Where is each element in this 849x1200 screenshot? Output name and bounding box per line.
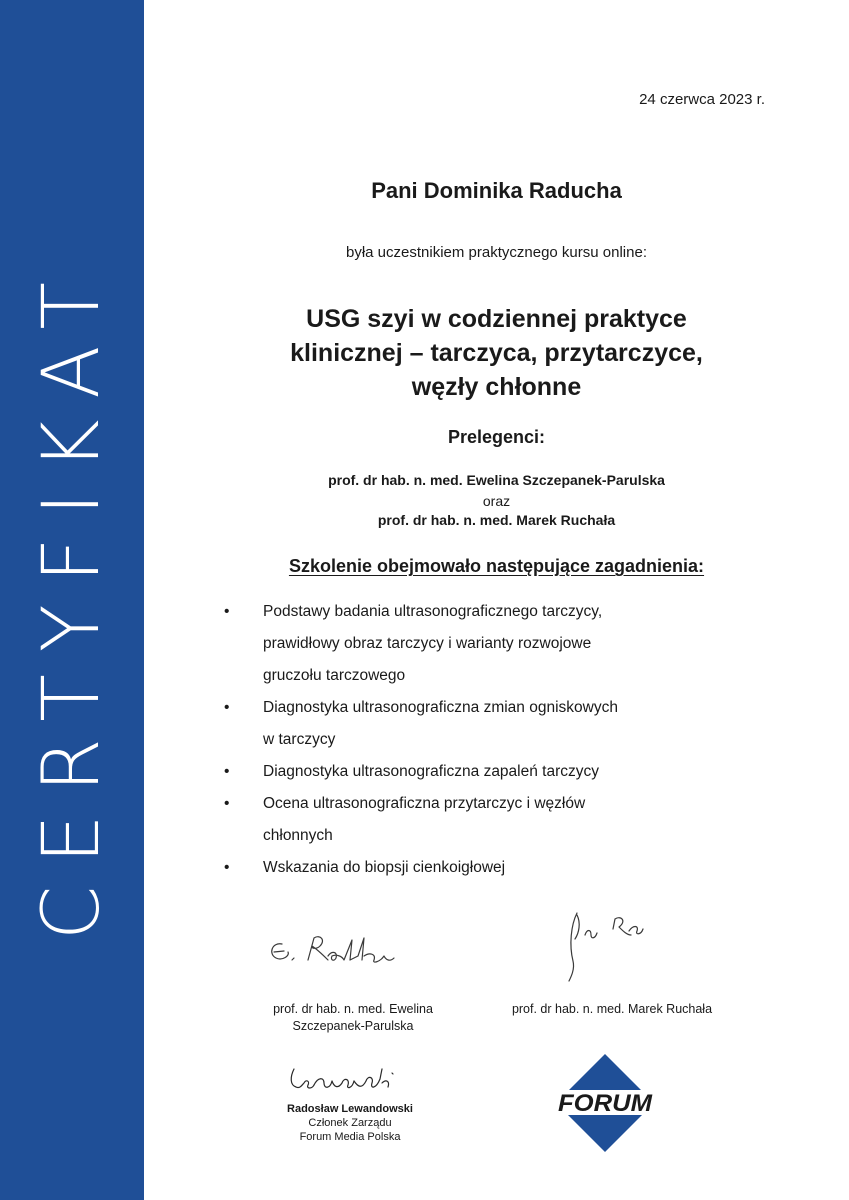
topic-line: chłonnych <box>263 827 333 844</box>
bullet-icon: • <box>224 699 230 716</box>
signer-role: Członek Zarządu <box>308 1117 392 1129</box>
signature-caption-first <box>238 1001 468 1035</box>
signature-lewandowski <box>284 1063 404 1097</box>
lecturers-heading: Prelegenci: <box>447 427 546 447</box>
signature-caption-line: Szczepanek-Parulska <box>292 1019 414 1033</box>
bullet-icon: • <box>224 603 230 620</box>
signer-name: Radosław Lewandowski <box>287 1103 413 1115</box>
topic-line: Diagnostyka ultrasonograficzna zapaleń tarczycy <box>263 763 600 780</box>
signature-ruchala <box>561 905 661 985</box>
topic-line: Ocena ultrasonograficzna przytarczyc i węzłów <box>263 795 586 812</box>
lecturer-second: prof. dr hab. n. med. Marek Ruchała <box>377 512 616 528</box>
signer-company: Forum Media Polska <box>299 1131 401 1143</box>
topics-heading-text: Szkolenie obejmowało następujące zagadnienia: <box>288 556 705 576</box>
topic-line: prawidłowy obraz tarczycy i warianty rozwojowe <box>263 635 592 652</box>
topic-line: Wskazania do biopsji cienkoigłowej <box>263 859 506 876</box>
topic-item <box>222 692 702 756</box>
signature-caption-line: prof. dr hab. n. med. Marek Ruchała <box>511 1002 713 1016</box>
topic-item <box>222 596 702 692</box>
signature-caption-line: prof. dr hab. n. med. Ewelina <box>273 1002 433 1016</box>
certificate-word: CERTYFIKAT <box>27 259 117 941</box>
topics-heading <box>144 556 849 577</box>
forum-logo <box>556 1054 654 1152</box>
topic-line: gruczołu tarczowego <box>263 667 406 684</box>
certificate-sidebar <box>0 0 144 1200</box>
topic-item <box>222 852 702 884</box>
intro-text: była uczestnikiem praktycznego kursu online: <box>346 244 647 261</box>
signature-caption-second <box>480 1001 744 1018</box>
lecturer-first: prof. dr hab. n. med. Ewelina Szczepanek-Parulska <box>328 472 665 488</box>
signature-szczepanek-parulska <box>262 926 412 976</box>
lecturer-connector: oraz <box>482 493 511 509</box>
course-title-line: USG szyi w codziennej praktyce <box>306 305 687 333</box>
topic-item <box>222 788 702 852</box>
logo-text: FORUM <box>558 1090 654 1117</box>
course-title-line: klinicznej – tarczyca, przytarczyce, <box>290 339 703 367</box>
topic-line: Diagnostyka ultrasonograficzna zmian ogniskowych <box>263 699 618 716</box>
topics-list <box>222 596 702 884</box>
course-title-line: węzły chłonne <box>411 373 582 401</box>
topic-item <box>222 756 702 788</box>
topic-line: Podstawy badania ultrasonograficznego tarczycy, <box>263 603 603 620</box>
course-title <box>144 302 849 404</box>
recipient-name: Pani Dominika Raducha <box>371 178 622 203</box>
topic-line: w tarczycy <box>263 731 336 748</box>
bullet-icon: • <box>224 763 230 780</box>
signature-caption-third <box>250 1102 450 1144</box>
bullet-icon: • <box>224 795 230 812</box>
issue-date: 24 czerwca 2023 r. <box>639 91 765 108</box>
bullet-icon: • <box>224 859 230 876</box>
